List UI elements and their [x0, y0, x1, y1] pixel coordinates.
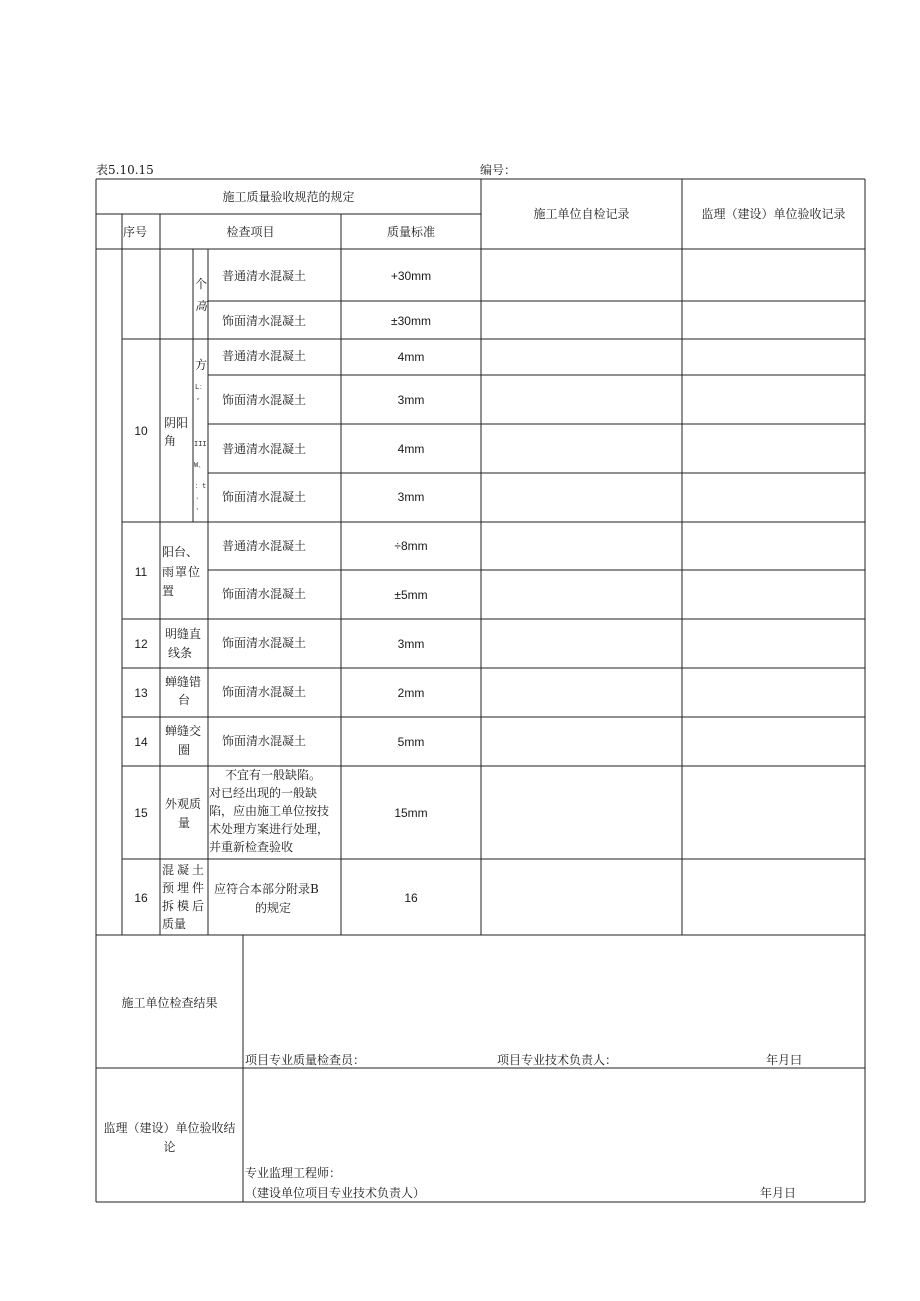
row-seq: 14	[134, 735, 148, 749]
sub-label-2: 高	[195, 299, 208, 313]
row-item: 圈	[178, 743, 191, 757]
row-standard: ÷8mm	[394, 539, 428, 553]
row-standard: 15mm	[394, 806, 428, 820]
row-type: 饰面清水混凝土	[222, 734, 307, 748]
row-item: 线条	[168, 646, 193, 660]
scan-mark: ,	[196, 393, 201, 401]
sub-label: 个	[195, 277, 208, 291]
row-type: 饰面清水混凝土	[222, 314, 307, 328]
tech-leader-label: 项目专业技术负责人：	[497, 1053, 618, 1067]
row-seq: 15	[134, 806, 148, 820]
row-type: 饰面清水混凝土	[222, 636, 307, 650]
item-header: 检查项目	[226, 225, 275, 239]
row-standard: 3mm	[397, 490, 425, 504]
row-item: 量	[178, 816, 191, 830]
requirement-text: 术处理方案进行处理，	[209, 822, 330, 836]
row-type: 普通清水混凝土	[222, 349, 307, 363]
row-standard: 3mm	[397, 637, 425, 651]
row-item: 雨罩位	[162, 565, 202, 579]
row-item: 外观质	[165, 797, 202, 811]
supervisor-conclusion-label: 监理（建设）单位验收结	[103, 1121, 236, 1135]
owner-tech-label: （建设单位项目专业技术负责人）	[245, 1186, 426, 1200]
scan-mark: ，	[196, 492, 203, 500]
row-item: 阳台、	[162, 545, 199, 559]
row-seq: 10	[134, 424, 148, 438]
requirement-text: 应符合本部分附录B	[214, 882, 319, 896]
row-standard: 3mm	[397, 393, 425, 407]
requirement-text: 的规定	[255, 901, 292, 915]
row-type: 普通清水混凝土	[222, 269, 307, 283]
row-type: 饰面清水混凝土	[222, 587, 307, 601]
row-standard: ±5mm	[394, 588, 428, 602]
requirement-text: 陷，应由施工单位按技	[209, 804, 330, 818]
row-seq: 13	[134, 686, 148, 700]
row-type: 饰面清水混凝土	[222, 685, 307, 699]
row-item: 明缝直	[165, 627, 202, 641]
row-seq: 11	[134, 565, 148, 579]
row-type: 普通清水混凝土	[222, 442, 307, 456]
quality-inspector-label: 项目专业质量检查员：	[245, 1053, 366, 1067]
requirement-text: 不宜有一般缺陷。	[225, 768, 322, 782]
table-number: 表5.10.15	[96, 163, 154, 177]
row-type: 饰面清水混凝土	[222, 393, 307, 407]
scan-mark: L：	[195, 383, 207, 391]
date-label: 年月曰	[766, 1053, 803, 1067]
constructor-result-label: 施工单位检查结果	[121, 996, 218, 1010]
row-seq: 16	[134, 891, 148, 905]
row-standard: ±30mm	[391, 314, 431, 328]
row-item: 质量	[162, 917, 187, 931]
scan-mark: 、	[196, 503, 203, 511]
row-item: 混凝土	[162, 863, 208, 877]
row-standard: +30mm	[390, 269, 432, 283]
row-seq: 12	[134, 637, 148, 651]
row-item: 台	[178, 693, 191, 707]
requirement-text: 并重新检查验收	[209, 840, 294, 854]
row-standard: 4mm	[397, 350, 425, 364]
spec-group-header: 施工质量验收规范的规定	[222, 190, 355, 204]
engineer-label: 专业监理工程师：	[245, 1166, 342, 1180]
seq-header: 序号	[123, 225, 148, 239]
row-item: 预埋件	[162, 881, 208, 895]
supervisor-check-header: 监理（建设）单位验收记录	[701, 207, 846, 221]
sub-label: 方	[195, 358, 208, 372]
row-item: 蝉缝交	[165, 724, 202, 738]
requirement-text: 对已经出现的一般缺	[209, 786, 318, 800]
supervisor-conclusion-label-2: 论	[163, 1140, 176, 1154]
row-standard: 4mm	[397, 442, 425, 456]
scan-mark: III	[194, 440, 207, 448]
self-check-header: 施工单位自检记录	[533, 207, 630, 221]
row-standard: 16	[404, 891, 418, 905]
scan-mark: W、	[194, 461, 206, 469]
row-item: 阴阳角	[164, 416, 189, 448]
row-item: 拆模后	[162, 899, 208, 913]
standard-header: 质量标准	[386, 225, 435, 239]
row-item: 置	[162, 584, 175, 598]
row-standard: 2mm	[397, 686, 425, 700]
row-type: 普通清水混凝土	[222, 539, 307, 553]
row-item: 蝉缝错	[165, 675, 202, 689]
row-standard: 5mm	[397, 735, 425, 749]
scan-mark: ：t	[195, 482, 207, 490]
code-label: 编号：	[480, 163, 517, 177]
row-type: 饰面清水混凝土	[222, 490, 307, 504]
date-label-2: 年月日	[760, 1186, 797, 1200]
